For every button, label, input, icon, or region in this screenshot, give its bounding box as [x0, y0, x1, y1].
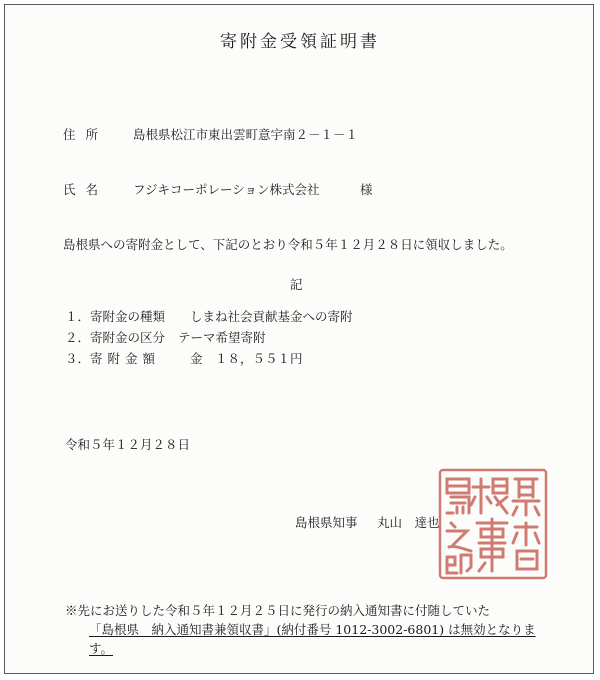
name-value: フジキコーポレーション株式会社	[133, 182, 320, 197]
item-label: 寄附金の種類	[90, 309, 166, 324]
receipt-statement: 島根県への寄附金として、下記のとおり令和５年１２月２８日に領収しました。	[63, 237, 513, 252]
document-title: 寄附金受領証明書	[220, 32, 380, 52]
item-row	[65, 328, 266, 346]
certificate-page	[4, 4, 594, 674]
item-value: しまね社会貢献基金への寄附	[190, 309, 353, 324]
note-line-1: ※先にお送りした令和５年１２月２５日に発行の納入通知書に付随していた	[65, 603, 491, 618]
note-line-3: す。	[89, 641, 114, 656]
item-number: ３．	[65, 351, 91, 366]
item-label: 寄附金額	[90, 351, 161, 366]
note-line-2: 「島根県 納入通知書兼領収書」(納付番号 1012-3002-6801) は無効となりま	[89, 622, 536, 637]
item-row	[65, 307, 353, 325]
address-value: 島根県松江市東出雲町意宇南２－１－１	[133, 127, 359, 142]
name-suffix: 様	[360, 182, 373, 197]
name-label: 氏名	[63, 182, 109, 197]
item-value: テーマ希望寄附	[178, 330, 266, 345]
signatory-title: 島根県知事	[295, 515, 358, 530]
item-row	[65, 349, 303, 367]
item-number: ２．	[65, 330, 91, 345]
signatory-name: 丸山 達也	[377, 515, 440, 530]
issue-date: 令和５年１２月２８日	[65, 437, 191, 452]
ki-heading: 記	[290, 277, 303, 292]
official-seal	[437, 467, 549, 581]
item-value: 金 １８，５５１円	[190, 351, 303, 366]
address-label: 住所	[63, 127, 109, 142]
item-number: １．	[65, 309, 91, 324]
item-label: 寄附金の区分	[90, 330, 166, 345]
